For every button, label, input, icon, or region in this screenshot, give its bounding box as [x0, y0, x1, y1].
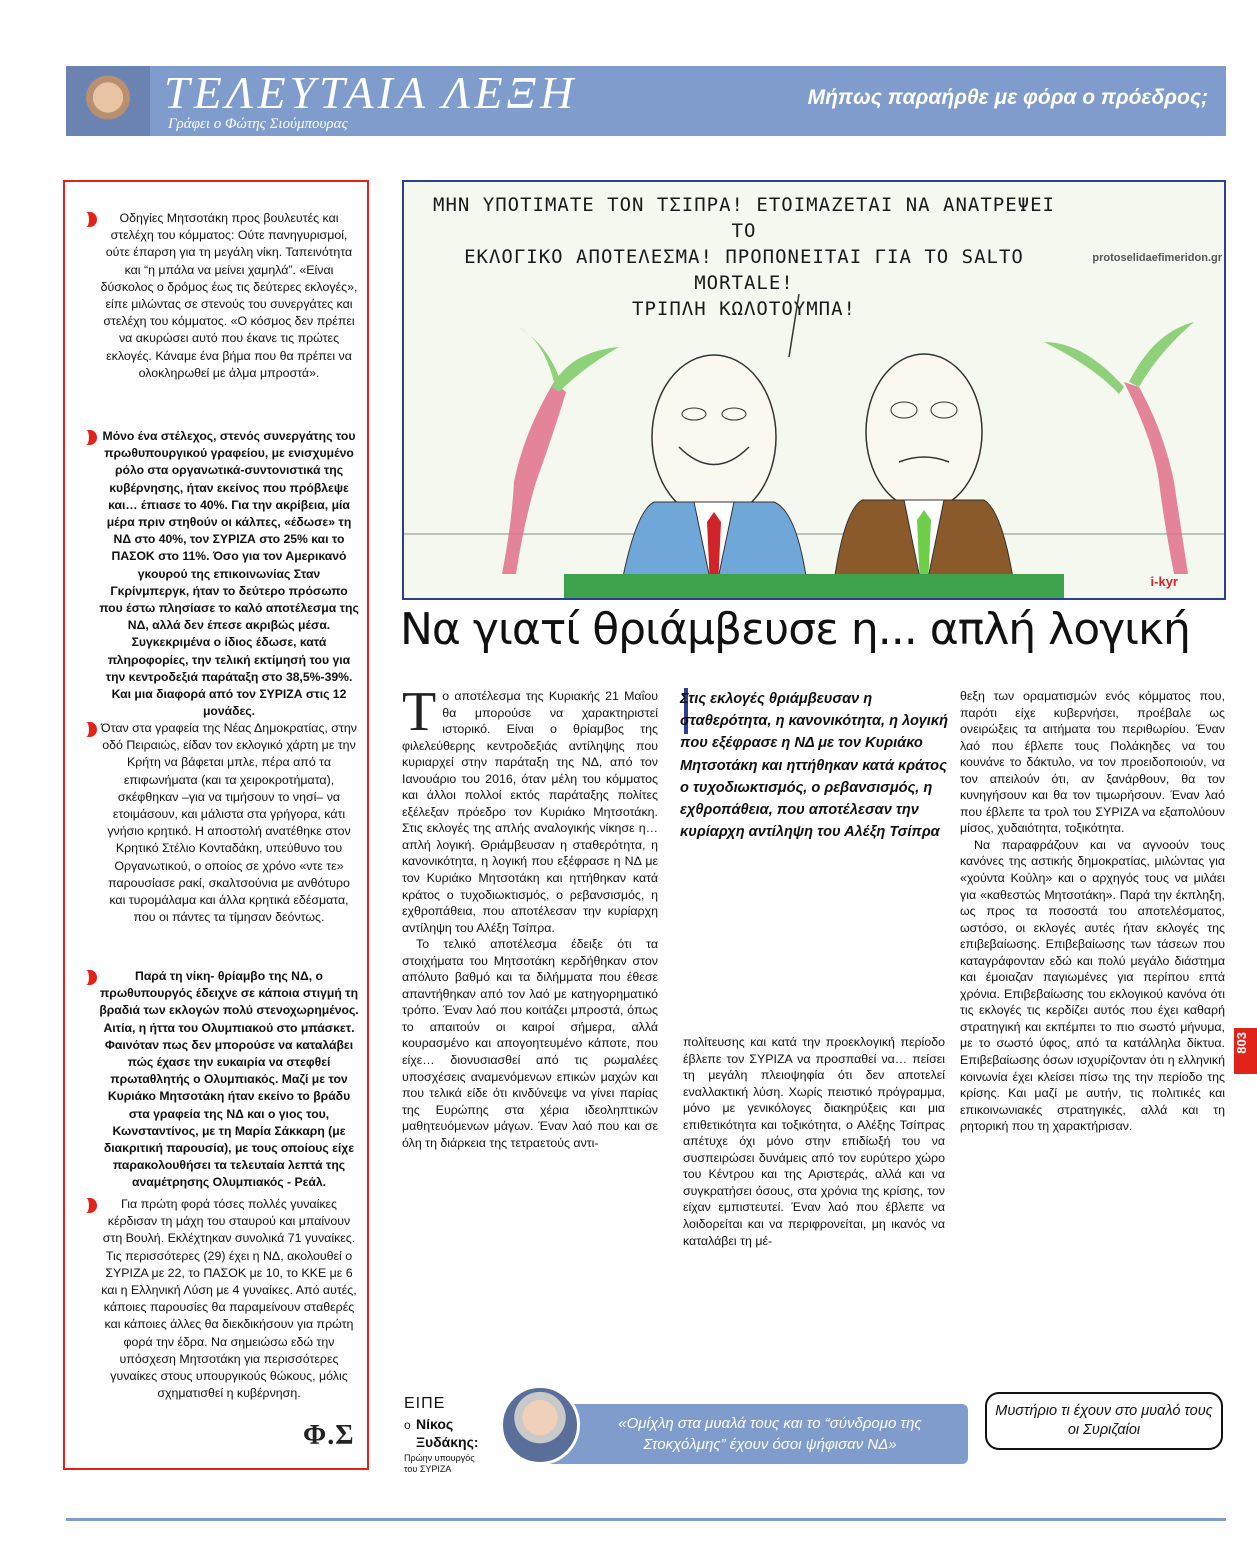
- bullet-icon: [83, 970, 97, 985]
- quote-article: ο: [404, 1418, 411, 1432]
- author-photo: [66, 66, 150, 136]
- pull-quote: Στις εκλογές θριάμβευσαν η σταθερότητα, η κανονικότητα, η λογική που εξέφρασε η ΝΔ με τον Κυριάκο Μητσοτάκη και ηττήθηκαν κατά κράτος ο τυχοδιωκτισμός, ο ρεβανσισμός, η εχθροπάθεια, που αποτέλεσαν την κυρίαρχη αντίληψη του Αλέξη Τσίπρα: [680, 691, 948, 841]
- sidebar-note-3: [99, 720, 359, 926]
- cartoon-caption-line: ΜΗΝ ΥΠΟΤΙΜΑΤΕ ΤΟΝ ΤΣΙΠΡΑ! ΕΤΟΙΜΑΖΕΤΑΙ ΝΑ ΑΝΑΤΡΕΨΕΙ ΤΟ: [433, 194, 1055, 242]
- sidebar-note-text: Οδηγίες Μητσοτάκη προς βουλευτές και στελέχη του κόμματος: Ούτε πανηγυρισμοί, ούτε έπαρση για τη μεγάλη νίκη. Ταπεινότητα και “η μπάλα να μείνει χαμηλά”. «Είναι δύσκολος ο δρόμος έως τις δεύτερες εκλογές», είπε μιλώντας σε στενούς του συνεργάτες και στελέχη του κόμματος. «Ο κόσμος δεν πρέπει να ακυρώσει αυτό που έκανε τις πρώτες εκλογές. Κάναμε ένα βήμα που θα πρέπει να ολοκληρωθεί με άλμα μπροστά».: [100, 211, 358, 380]
- bullet-icon: [83, 430, 97, 445]
- article-paragraph: Το αποτέλεσμα της Κυριακής 21 Μαΐου θα μπορούσε να χαρακτηριστεί ιστορικό. Είναι ο θρίαμβος της φιλελεύθερης κεντροδεξιάς αντίληψης που κυριαρχεί στην παράταξη της ΝΔ, από τον Ιανουάριο του 2016, όταν μέλη του κόμματος και άλλοι πολλοί εκτός παράταξης πολίτες εξέλεξαν πρόεδρο τον Κυριάκο Μητσοτάκη. Στις εκλογές της απλής αναλογικής νίκησε η… απλή λογική. Θριάμβευσαν η σταθερότητα, η κανονικότητα, η λογική που εξέφρασε η ΝΔ με τον Κυριάκο Μητσοτάκη και ηττήθηκαν κατά κράτος ο τυχοδιωκτισμός, ο ρεβανσισμός, η εχθροπάθεια, που αποτέλεσαν την κυρίαρχη αντίληψη του Αλέξη Τσίπρα.: [402, 681, 658, 935]
- sidebar-note-4: [99, 968, 359, 1192]
- article-column-2: [683, 1034, 945, 1249]
- article-paragraph: Το τελικό αποτέλεσμα έδειξε ότι τα στοιχήματα του Μητσοτάκη κερδήθηκαν στον απόλυτο βαθμό και τα διλήμματα που έθεσε απαντήθηκαν από τον λαό με κατηγορηματικό τρόπο. Έναν λαό που κοιτάζει μπροστά, όπως το απαιτούν οι καιροί σήμερα, αλλά κουρασμένο και απογοητευμένο κάποτε, που είχε… διονυσιασθεί από τις ρωμαλέες υποσχέσεις αναμενόμενων επικών μαχών και που τελικά είδε ότι κινδύνεψε να γίνει παρίας της Ευρώπης στα χέρια ιδεοληπτικών μαθητευόμενων μάγων. Έναν λαό που και σε όλη τη διάρκεια της τετραετούς αντι-: [402, 937, 658, 1150]
- header-kicker: Μήπως παραήρθε με φόρα ο πρόεδρος;: [807, 86, 1208, 109]
- cartoon-caption-line: ΤΡΙΠΛΗ ΚΩΛΟΤΟΥΜΠΑ!: [632, 298, 856, 320]
- bench-icon: [564, 574, 1064, 598]
- bullet-icon: [83, 212, 97, 227]
- section-title: ΤΕΛΕΥΤΑΙΑ ΛΕΞΗ: [164, 67, 578, 118]
- speech-tail: [789, 294, 799, 357]
- drop-cap: Τ: [402, 681, 437, 743]
- sidebar-note-1: [99, 210, 359, 382]
- section-header: [66, 66, 1226, 136]
- speech-bubble-text: Μυστήριο τι έχουν στο μυαλό τους οι Συριζαίοι: [995, 1403, 1213, 1438]
- quote-speaker-name: Νίκος Ξυδάκης:: [416, 1416, 479, 1450]
- speaker-photo: [500, 1385, 580, 1465]
- article-column-3: [960, 688, 1225, 1135]
- sidebar-signature: Φ.Σ: [303, 1420, 355, 1451]
- sidebar-note-text: Για πρώτη φορά τόσες πολλές γυναίκες κέρδισαν τη μάχη του σταυρού και μπαίνουν στη Βουλή. Εκλέχτηκαν συνολικά 71 γυναίκες. Τις περισσότερες (29) έχει η ΝΔ, ακολουθεί ο ΣΥΡΙΖΑ με 22, το ΠΑΣΟΚ με 10, το ΚΚΕ με 6 και η Ελληνική Λύση με 4 γυναίκες. Από αυτές, κάποιες παρουσίες θα παραμείνουν σταθερές και κάποιες άλλες θα διεκδικήσουν για πρώτη φορά την έδρα. Να σημειώσω εδώ την υπόσχεση Μητσοτάκη για περισσότερες γυναίκες στους υπουργικούς θώκους, μόλις σχηματισθεί η κυβέρνηση.: [101, 1197, 357, 1401]
- page-number: 803: [1234, 1032, 1249, 1054]
- right-plant-icon: [1044, 322, 1194, 574]
- watermark: protoselidaefimeridon.gr: [1092, 252, 1222, 264]
- sidebar-note-text: Μόνο ένα στέλεχος, στενός συνεργάτης του πρωθυπουργικού γραφείου, με ενισχυμένο ρόλο στα οργανωτικά-συντονιστικά της κυβέρνησης, ήταν εκείνος που πρόβλεψε και… έπιασε το 40%. Για την ακρίβεια, μία μέρα πριν στηθούν οι κάλπες, «έδωσε» τη ΝΔ στο 40%, τον ΣΥΡΙΖΑ στο 25% και το ΠΑΣΟΚ στο 11%. Όσο για τον Αμερικανό γκουρού της επικοινωνίας Σταν Γκρίνμπεργκ, ήταν το δεύτερο πρόσωπο που έστω πλησίασε το καλό αποτέλεσμα της ΝΔ, αλλά δεν έπεσε ακριβώς μέσα. Συγκεκριμένα ο ίδιος έδωσε, κατά πληροφορίες, την τελική εκτίμησή του για την κεντροδεξιά παράταξη στο 38,5%-39%. Και μια διαφορά από τον ΣΥΡΙΖΑ στις 12 μονάδες.: [99, 429, 359, 719]
- article-paragraph: Να παραφράζουν και να αγνοούν τους κανόνες της αστικής δημοκρατίας, μιλώντας για «χούντα Κούλη» και ο αρχηγός τους να μιλάει για «καθεστώς Μητσοτάκη». Παρά την έκπληξη, ως προς τα ποσοστά του αποτελέσματος, ωστόσο, οι εκλογές αυτές ήταν εκλογές της επιβεβαίωσης. Επιβεβαίωσης των τάσεων που καταγράφονταν εδώ και πολύ μεγάλο διάστημα και έμοιαζαν παγιωμένες για περίπου επτά χρόνια. Επιβεβαίωσης του εκλογικού κανόνα ότι τις εκλογές τις κερδίζει αυτός που έχει καθαρή στρατηγική και εκπέμπει το πιο σωστό μήνυμα, με το σωστό ύφος, από τα κατάλληλα δίκτυα. Επιβεβαίωσης όσων ισχυρίζονταν ότι η ελληνική κοινωνία έχει κλείσει πίσω της την περίοδο της κρίσης. Και μαζί με αυτήν, τις πολιτικές και επικοινωνιακές στρατηγικές, αλλά και τη ρητορική που τη χαρακτήρισαν.: [960, 837, 1225, 1134]
- quote-label: ΕΙΠΕ: [404, 1395, 446, 1412]
- bullet-icon: [83, 1198, 97, 1213]
- sidebar-note-2: [99, 428, 359, 720]
- sidebar-note-text: Όταν στα γραφεία της Νέας Δημοκρατίας, στην οδό Πειραιώς, είδαν τον εκλογικό χάρτη με την Κρήτη να βάφεται μπλε, πέρα από τα επιφωνήματα (και τα χειροκροτήματα), σκέφθηκαν –για να τιμήσουν το νησί– να ετοιμάσουν, και μάλιστα στα γρήγορα, κάτι γνήσιο κρητικό. Η αποστολή ανατέθηκε στον Κρητικό Στέλιο Κονταδάκη, υπεύθυνο του Οργανωτικού, ο οποίος σε χρόνο «ντε τε» παρουσίασε ρακί, σκαλτσούνια με ανθότυρο και τυρομάλαμα και άλλα κρητικά εδέσματα, που οι πάντες τα τίμησαν δεόντως.: [101, 721, 357, 925]
- right-man-icon: [832, 354, 1016, 598]
- cartoon: [402, 180, 1226, 600]
- sidebar-notes: [63, 180, 369, 1470]
- byline: Γράφει ο Φώτης Σιούμπουρας: [168, 116, 348, 132]
- sidebar-note-5: [99, 1196, 359, 1402]
- article-paragraph: θεξη των οραματισμών ενός κόμματος που, παρότι είχε κυβερνήσει, προέβαλε ως ονειρώξεις τα αιτήματα του περιθωρίου. Έναν λαό που έβλεπε τους Πολάκηδες να του κουνάνε το δάκτυλο, να τον προειδοποιούν, να τον απειλούν ότι, αν ξανάρθουν, θα τον κυνηγήσουν και θα τον τιμωρήσουν. Έναν λαό που έβλεπε τα τρολ του ΣΥΡΙΖΑ να εξαπολύουν μίσος, χυδαιότητα, τοξικότητα.: [960, 689, 1225, 836]
- article-title: Να γιατί θριάμβευσε η... απλή λογική: [400, 604, 1190, 655]
- quote-text: «Ομίχλη στα μυαλά τους και το “σύνδρομο της Στοκχόλμης” έχουν όσοι ψήφισαν ΝΔ»: [618, 1415, 922, 1453]
- article-column-1: [402, 681, 658, 1151]
- cartoon-signature: i-kyr: [1150, 574, 1178, 589]
- quote-speaker-role: Πρώην υπουργός του ΣΥΡΙΖΑ: [404, 1453, 475, 1474]
- cartoon-drawing: [404, 182, 1224, 598]
- cartoon-caption-line: ΕΚΛΟΓΙΚΟ ΑΠΟΤΕΛΕΣΜΑ! ΠΡΟΠΟΝΕΙΤΑΙ ΓΙΑ ΤΟ SALTO MORTALE!: [464, 246, 1024, 294]
- left-plant-icon: [502, 327, 619, 574]
- bullet-icon: [83, 722, 97, 737]
- sidebar-note-text: Παρά τη νίκη- θρίαμβο της ΝΔ, ο πρωθυπουργός έδειχνε σε κάποια στιγμή τη βραδιά των εκλογών πολύ στενοχωρημένος. Αιτία, η ήττα του Ολυμπιακού στο μπάσκετ. Φαινόταν πως δεν μπορούσε να καταλάβει πώς έχασε την ευκαιρία να στεφθεί πρωταθλητής ο Ολυμπιακός. Μαζί με τον Κυριάκο Μητσοτάκη ήταν εκείνο το βράδυ στα γραφεία της ΝΔ και ο γιος του, Κωνσταντίνος, με τη Μαρία Σάκκαρη (με διακριτική παρουσία), με τους οποίους είχε παρακολουθήσει τα τελευταία λεπτά της αναμέτρησης Ολυμπιακός - Ρεάλ.: [99, 969, 359, 1190]
- footer-rule: [66, 1518, 1226, 1521]
- left-man-icon: [619, 355, 809, 598]
- article-paragraph: πολίτευσης και κατά την προεκλογική περίοδο έβλεπε τον ΣΥΡΙΖΑ να προσπαθεί να… πείσει τη μεγάλη πλειοψηφία ότι δεν αποτελεί εναλλακτική λύση. Χωρίς πειστικό πρόγραμμα, μόνο με γενικόλογες διακηρύξεις και μια επιθετικότητα και τοξικότητα, ο Αλέξης Τσίπρας απέτυχε όχι μόνο στην επιδίωξή του να συσπειρώσει δυνάμεις από τον ευρύτερο χώρο του Κέντρου και της Αριστεράς, αλλά και να συγκρατήσει όσους, στα χρόνια της κρίσης, τον είχαν εμπιστευτεί. Έναν λαό που έβλεπε να λοιδορείται και να περιφρονείται, μη ικανός να καταλάβει τη μέ-: [683, 1035, 945, 1248]
